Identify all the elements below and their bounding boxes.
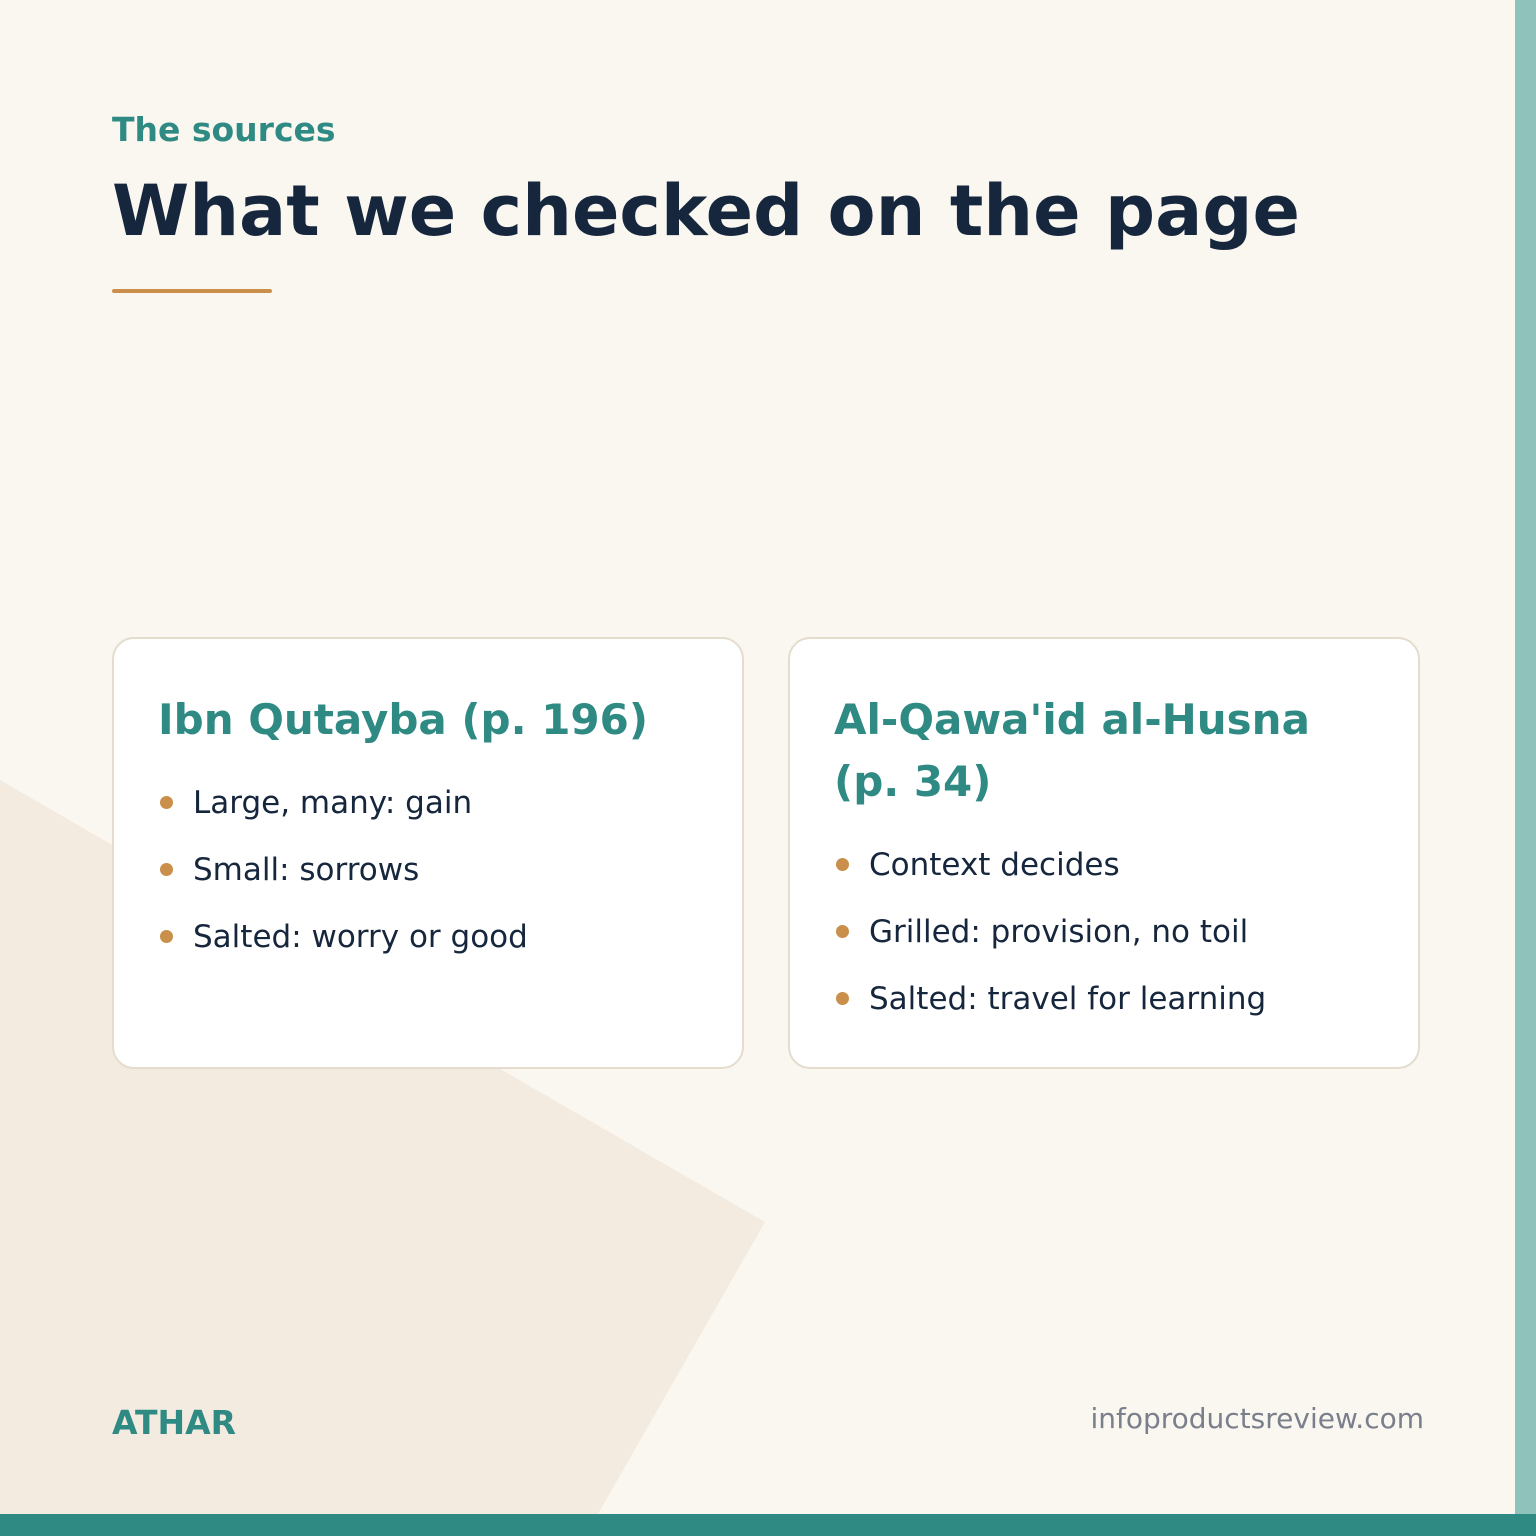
list-item-text: Context decides — [869, 846, 1120, 883]
card-list — [834, 831, 1374, 1032]
bullet-icon — [160, 796, 173, 809]
list-item-text: Salted: travel for learning — [869, 980, 1267, 1017]
list-item — [158, 836, 698, 903]
bullet-icon — [160, 930, 173, 943]
list-item — [834, 965, 1374, 1032]
bullet-icon — [836, 858, 849, 871]
brand-name: ATHAR — [112, 1403, 237, 1442]
card-title: Ibn Qutayba (p. 196) — [158, 695, 649, 744]
list-item-text: Salted: worry or good — [193, 918, 528, 955]
section-eyebrow: The sources — [112, 110, 336, 149]
list-item-text: Small: sorrows — [193, 851, 420, 888]
list-item — [834, 898, 1374, 965]
list-item-text: Large, many: gain — [193, 784, 473, 821]
right-accent-bar — [1515, 0, 1536, 1536]
site-url: infoproductsreview.com — [1090, 1402, 1424, 1435]
source-card-ibn-qutayba — [112, 637, 744, 1069]
card-title: Al-Qawa'id al-Husna (p. 34) — [834, 695, 1310, 806]
list-item — [834, 831, 1374, 898]
bullet-icon — [160, 863, 173, 876]
title-divider — [112, 289, 272, 293]
bullet-icon — [836, 992, 849, 1005]
bottom-accent-bar — [0, 1514, 1536, 1536]
card-list — [158, 769, 698, 970]
list-item — [158, 769, 698, 836]
list-item-text: Grilled: provision, no toil — [869, 913, 1249, 950]
bullet-icon — [836, 925, 849, 938]
source-card-al-qawaid — [788, 637, 1420, 1069]
list-item — [158, 903, 698, 970]
page-title: What we checked on the page — [112, 170, 1300, 252]
